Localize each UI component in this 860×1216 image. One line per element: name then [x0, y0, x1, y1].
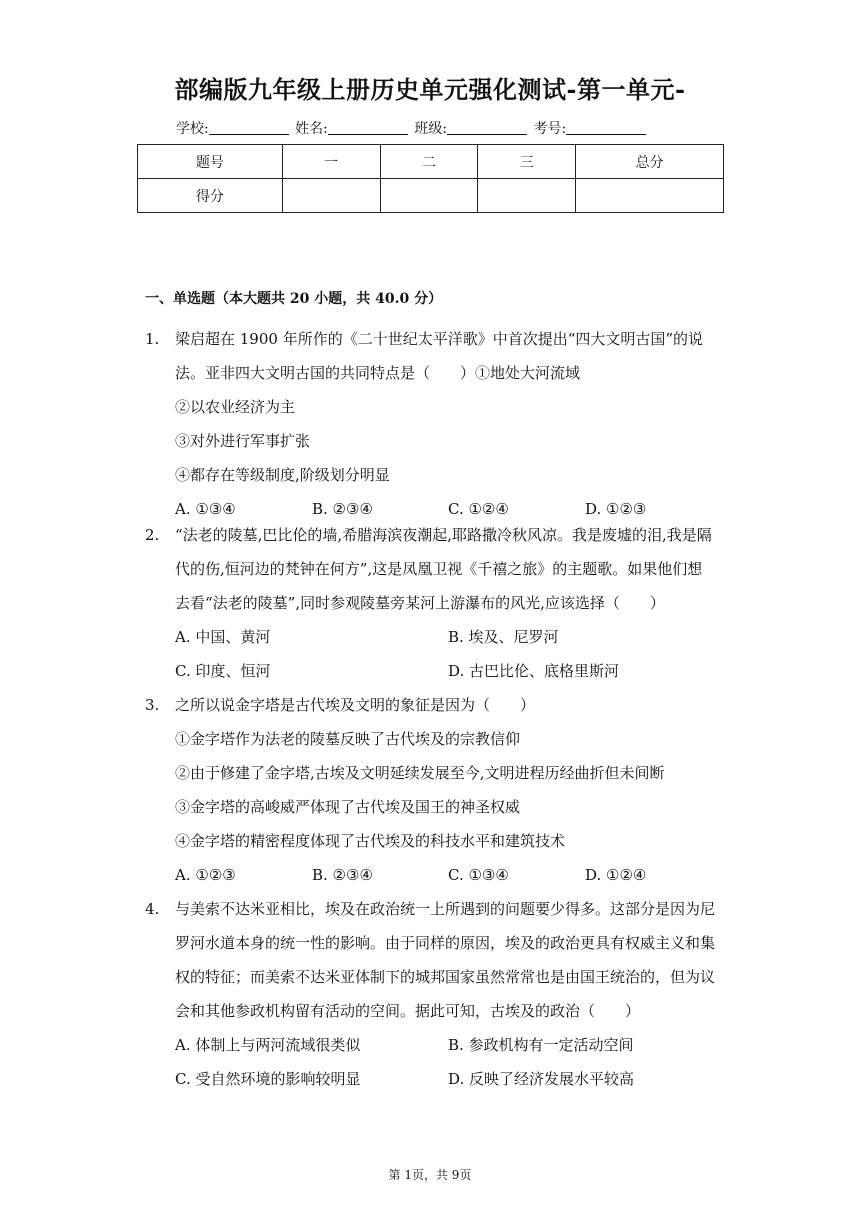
option-c[interactable]: C. ①③④	[448, 866, 509, 884]
document-title: 部编版九年级上册历史单元强化测试-第一单元-	[174, 75, 686, 104]
stem-line: 罗河水道本身的统一性的影响。由于同样的原因，埃及的政治更具有权威主义和集	[175, 934, 716, 952]
school-label: 学校:	[176, 121, 209, 137]
stem-line: 代的伤,恒河边的梵钟在何方”,这是凤凰卫视《千禧之旅》的主题歌。如果他们想	[175, 560, 703, 578]
option-c[interactable]: C. 印度、恒河	[175, 662, 271, 680]
score-header-cell: 三	[478, 145, 576, 179]
question-stem	[175, 688, 727, 858]
question-number: 1.	[145, 330, 160, 348]
question-number: 3.	[145, 696, 160, 714]
option-d[interactable]: D. 古巴比伦、底格里斯河	[448, 662, 620, 680]
score-header-cell: 二	[380, 145, 478, 179]
score-cell	[380, 179, 478, 213]
exam-number-blank	[566, 122, 646, 135]
stem-line: ②由于修建了金字塔,古埃及文明延续发展至今,文明进程历经曲折但未间断	[175, 764, 665, 782]
stem-line: ②以农业经济为主	[175, 398, 296, 416]
school-blank	[209, 122, 289, 135]
answer-options-row-2	[175, 654, 727, 688]
option-b[interactable]: B. ②③④	[312, 866, 373, 884]
stem-line: ④金字塔的精密程度体现了古代埃及的科技水平和建筑技术	[175, 832, 566, 850]
stem-line: 权的特征；而美索不达米亚体制下的城邦国家虽然常常也是由国王统治的，但为议	[175, 968, 716, 986]
stem-line: “法老的陵墓,巴比伦的墙,希腊海滨夜潮起,耶路撒冷秋风凉。我是废墟的泪,我是隔	[175, 526, 712, 544]
question-number: 4.	[145, 900, 160, 918]
score-table-score-row	[138, 179, 724, 213]
stem-line: 法。亚非四大文明古国的共同特点是（ ）①地处大河流域	[175, 364, 581, 382]
option-c[interactable]: C. 受自然环境的影响较明显	[175, 1070, 361, 1088]
stem-line: ④都存在等级制度,阶级划分明显	[175, 466, 390, 484]
student-info-line	[176, 118, 648, 138]
option-a[interactable]: A. ①②③	[175, 866, 236, 884]
name-blank	[328, 122, 408, 135]
score-row-label: 得分	[138, 179, 283, 213]
stem-line: ③对外进行军事扩张	[175, 432, 311, 450]
answer-options	[175, 858, 727, 892]
option-b[interactable]: B. 参政机构有一定活动空间	[448, 1036, 634, 1054]
answer-options-row-1	[175, 620, 727, 654]
question-stem	[175, 322, 727, 492]
option-a[interactable]: A. ①③④	[175, 500, 236, 518]
exam-number-label: 考号:	[533, 121, 567, 137]
section-title: 一、单选题（本大题共 20 小题，共 40.0 分）	[145, 291, 443, 307]
option-a[interactable]: A. 中国、黄河	[175, 628, 271, 646]
question-stem	[175, 518, 727, 620]
answer-options-row-2	[175, 1062, 727, 1096]
option-d[interactable]: D. ①②④	[585, 866, 647, 884]
question-stem	[175, 892, 727, 1028]
score-cell	[478, 179, 576, 213]
option-b[interactable]: B. ②③④	[312, 500, 373, 518]
score-cell	[282, 179, 380, 213]
score-header-cell: 一	[282, 145, 380, 179]
score-header-cell: 总分	[576, 145, 724, 179]
stem-line: 去看“法老的陵墓”,同时参观陵墓旁某河上游瀑布的风光,应该选择（ ）	[175, 594, 665, 612]
score-header-cell: 题号	[138, 145, 283, 179]
answer-options-row-1	[175, 1028, 727, 1062]
option-d[interactable]: D. ①②③	[585, 500, 647, 518]
option-d[interactable]: D. 反映了经济发展水平较高	[448, 1070, 635, 1088]
question-number: 2.	[145, 526, 160, 544]
stem-line: ③金字塔的高峻威严体现了古代埃及国王的神圣权威	[175, 798, 521, 816]
class-blank	[447, 122, 527, 135]
name-label: 姓名:	[295, 121, 328, 137]
stem-line: 与美索不达米亚相比，埃及在政治统一上所遇到的问题要少得多。这部分是因为尼	[175, 900, 716, 918]
stem-line: 会和其他参政机构留有活动的空间。据此可知，古埃及的政治（ ）	[175, 1002, 641, 1020]
score-table	[137, 144, 724, 213]
option-a[interactable]: A. 体制上与两河流域很类似	[175, 1036, 361, 1054]
stem-line: ①金字塔作为法老的陵墓反映了古代埃及的宗教信仰	[175, 730, 521, 748]
stem-line: 之所以说金字塔是古代埃及文明的象征是因为（ ）	[175, 696, 536, 714]
score-table-header-row	[138, 145, 724, 179]
page-footer: 第 1页，共 9页	[388, 1168, 472, 1182]
option-b[interactable]: B. 埃及、尼罗河	[448, 628, 559, 646]
class-label: 班级:	[414, 121, 448, 137]
option-c[interactable]: C. ①②④	[448, 500, 509, 518]
score-cell	[576, 179, 724, 213]
stem-line: 梁启超在 1900 年所作的《二十世纪太平洋歌》中首次提出“四大文明古国”的说	[175, 330, 704, 348]
